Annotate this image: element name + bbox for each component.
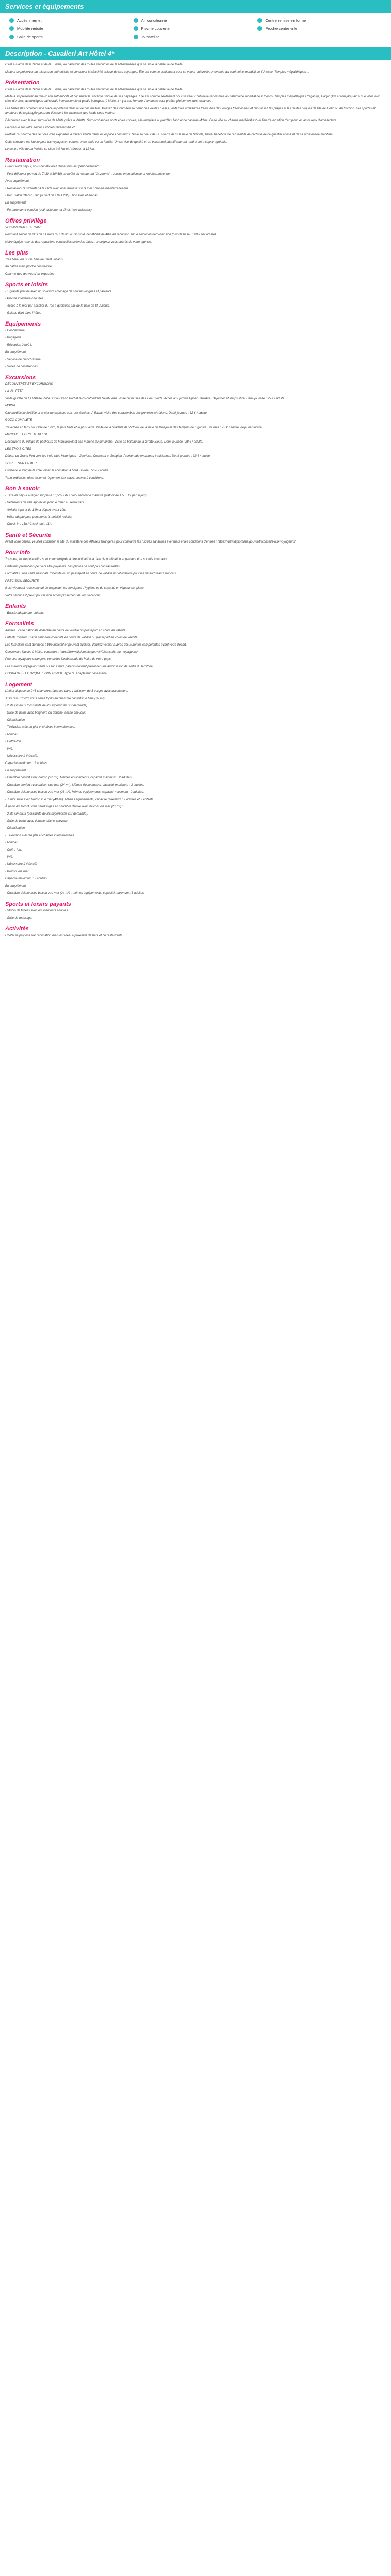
section-paragraph: Charme des œuvres d'art exposées [5, 273, 55, 276]
section-paragraph: - Salle de bains avec baignoire ou douche, sèche-cheveux. [5, 711, 87, 715]
section-paragraph: - 2 lits jumeaux (possibilité de lits superposés sur demande). [5, 704, 88, 707]
section-paragraph: En supplément : [5, 351, 28, 354]
amenity-label: Piscine couverte [141, 26, 170, 31]
section-paragraph: - Climatisation. [5, 827, 26, 830]
intro-paragraph: Malte a su préserver au mieux son authenticité et conserver la sincérité unique de ses paysages. Elle est comme seulement pour sa valeur culturelle renommée au patrimoine mondial de l'Unesco. Temples mégalithiques ... [5, 71, 309, 74]
description-header: Description - Cavalieri Art Hôtel 4* [0, 47, 391, 60]
section-paragraph: - Nécessaire à thé/café. [5, 755, 38, 758]
section-paragraph: Jusqu'au 31/3/23, vous serez logés en chambre confort vue baie (22 m²) : [5, 697, 106, 700]
section-paragraph: - Wifi. [5, 856, 13, 859]
section-paragraph: - Coffre-fort. [5, 740, 22, 743]
section-paragraph: Certaines prestations peuvent être payantes. Les photos ne sont pas contractuelles. [5, 565, 121, 568]
description-content [0, 60, 391, 951]
section-paragraph: Adultes : carte nationale d'identité en cours de validité ou passeport en cours de validité. [5, 629, 126, 632]
section-paragraph: Bienvenue sur votre séjour à l'hôtel Cavalieri Art 4* ! [5, 126, 77, 129]
section-title: Sports et loisirs payants [5, 901, 71, 907]
section-paragraph: GOZO COMPLETE [5, 419, 32, 422]
section-paragraph: Cette structure est idéale pour les voyages en couple, entre amis ou en famille. Un service de qualité et un personnel attentif sauront rendre votre séjour agréable. [5, 141, 227, 144]
section-paragraph: Les mineurs voyageant seuls ou sans leurs parents doivent présenter une autorisation de sortie du territoire. [5, 665, 154, 668]
section-paragraph: Il est vivement recommandé de respecter les consignes d'hygiène et de sécurité en vigueur sur place. [5, 587, 145, 590]
section-paragraph: - Formule demi-pension (petit-déjeuner et dîner, hors boissons). [5, 209, 93, 212]
section-title: Présentation [5, 80, 40, 86]
sections [5, 80, 386, 938]
section-paragraph: Pour les voyageurs étrangers, consultez l'ambassade de Malte de votre pays. [5, 658, 112, 661]
section-paragraph: En supplément : [5, 885, 28, 888]
section-paragraph: - Réception 24h/24. [5, 344, 32, 347]
section-paragraph: L'hôtel dispose de 246 chambres réparties dans 1 bâtiment de 8 étages avec ascenseurs. [5, 690, 128, 693]
section-paragraph: Découvrez avec le bleu turquoise de Malte grâce à Valette. Surplombant les ports et les criques, elle remplace aujourd'hui l'ancienne capitale Mdina. Cette ville au charme médiéval est un lieu d'exposition d'art pour les amoureux d'architecture. [5, 119, 337, 122]
section-paragraph: Notre équipe réserve des réductions ponctuelles selon les dates, renseignez-vous auprès de votre agence. [5, 241, 152, 244]
amenity-item [134, 17, 258, 23]
section-paragraph: - Bagagerie. [5, 336, 22, 340]
section-paragraph: LES TROIS CITÉS [5, 448, 31, 451]
section-paragraph: Au calme mais proche centre-ville [5, 265, 52, 268]
gym-icon [9, 35, 14, 39]
section-paragraph: LA VALETTE [5, 390, 24, 393]
amenity-item [257, 25, 382, 31]
section-paragraph: VOS AVANTAGES FRAM : [5, 226, 42, 229]
section-paragraph: - Salles de conférences. [5, 365, 39, 368]
section-paragraph: - Chambre deluxe avec balcon vue mer (26 m²). Mêmes équipements, capacité maximum : 2 adultes. [5, 791, 144, 794]
section-title: Pour info [5, 550, 30, 556]
section-paragraph: - Studio de fitness avec équipements adaptés. [5, 909, 69, 912]
amenity-label: Centre remise en forme [265, 18, 306, 23]
section-title: Les plus [5, 250, 28, 256]
section-paragraph: - Service de blanchisserie. [5, 358, 42, 361]
amenities-grid [0, 13, 391, 42]
section-paragraph: DÉCOUVERTE ET EXCURSIONS [5, 383, 53, 386]
amenity-item [9, 17, 134, 23]
section-paragraph: Traversée en ferry pour l'île de Gozo, la plus belle et la plus verte. Visite de la citadelle de Victoria, de la baie de Dwejra et des temples de Ggantija. Journée : 75 € / adulte, déjeuner inclus. [5, 426, 263, 429]
section-title: Equipements [5, 321, 41, 327]
section-paragraph: Les formalités sont données à titre indicatif et peuvent évoluer. Veuillez vérifier auprès des autorités compétentes avant votre départ. [5, 643, 187, 647]
section-paragraph: - Nécessaire à thé/café. [5, 863, 38, 866]
section-paragraph: Départ du Grand Port vers les trois cités historiques : Vittoriosa, Cospicua et Senglea. Promenade en bateau traditionnel. Demi-journée : 32 € / adulte. [5, 455, 211, 458]
section-paragraph: Capacité maximum : 2 adultes. [5, 762, 48, 765]
section-paragraph: - Chambre confort avec balcon (22 m²). Mêmes équipements, capacité maximum : 2 adultes. [5, 776, 133, 779]
section-paragraph: Formalités : une carte nationale d'identité ou un passeport en cours de validité est obligatoire pour les ressortissants français. [5, 572, 177, 575]
section-paragraph: - Minibar. [5, 841, 18, 844]
amenity-label: Tv satellite [141, 34, 160, 39]
section-paragraph: Visite guidée de La Valette, bâtie sur le Grand Port et la co-cathédrale Saint-Jean. Visite du musée des Beaux-Arts. Accès aux jardins Upper Barrakka. Déjeuner et temps libre. Demi-journée : 35 € / adulte. [5, 397, 285, 400]
pool-icon [134, 26, 138, 31]
section-paragraph: C'est au large de la Sicile et de la Tunisie, au carrefour des routes maritimes de la Méditerranée que se situe la petite île de Malte. [5, 88, 184, 91]
section-title: Restauration [5, 157, 40, 163]
section-paragraph: - Télévision à écran plat et chaînes internationales. [5, 834, 75, 837]
amenity-item [134, 33, 258, 40]
section-paragraph: Découverte du village de pêcheurs de Marsaxlokk et son marché du dimanche. Visite en bateau de la Grotte Bleue. Demi-journée : 28 € / adulte. [5, 440, 203, 444]
section-paragraph: - Vêtements de ville appréciés pour le dîner au restaurant. [5, 501, 85, 504]
section-paragraph: Profitez du charme des œuvres d'art exposées à travers l'hôtel dans les espaces communs. Situé au cœur de St Julian's dans la baie de Spinola, l'hôtel bénéficie de l'ensemble de l'activité de ce quartier animé et de sa promenade maritime. [5, 133, 334, 137]
section-paragraph: Votre séjour est prévu pour le bon accomplissement de vos vacances. [5, 594, 102, 597]
amenity-label: Air conditionné [141, 18, 167, 23]
section-paragraph: - Taxe de séjour à régler sur place : 0,50 EUR / nuit / personne majeure (plafonnée à 5 EUR par séjour). [5, 494, 148, 497]
section-paragraph: En supplément : [5, 769, 28, 772]
intro-paragraph: C'est au large de la Sicile et de la Tunisie, au carrefour des routes maritimes de la Méditerranée que se situe la petite île de Malte. [5, 63, 184, 66]
amenity-item [257, 17, 382, 23]
section-paragraph: PRÉCISION SÉCURITÉ [5, 580, 39, 583]
section-paragraph: Le centre-ville de La Valette se situe à 9 km et l'aéroport à 12 km. [5, 148, 95, 151]
section-paragraph: - Check-in : 13h / Check-out : 11h. [5, 523, 52, 526]
section-paragraph: Concernant l'accès à Malte, consultez : https://www.diplomatie.gouv.fr/fr/conseils-aux-voyageurs/ [5, 651, 138, 654]
section-paragraph: - Accès à la mer par escalier du roc à quelques pas de la baie de St Julian's. [5, 304, 110, 308]
section-paragraph: - Hôtel adapté pour personnes à mobilité réduite. [5, 516, 73, 519]
section-paragraph: Cité médiévale fortifiée et ancienne capitale, aux rues étroites. À Rabat, visite des catacombes des premiers chrétiens. Demi-journée : 32 € / adulte. [5, 412, 208, 415]
section-title: Santé et Sécurité [5, 532, 52, 538]
section-paragraph: Durant votre séjour, vous bénéficierez d'une formule "petit-déjeuner" : [5, 165, 101, 168]
section-paragraph: - 2 lits jumeaux (possibilité de lits superposés sur demande). [5, 812, 88, 816]
section-paragraph: - Bar : salon "Bacco Bar" (ouvert de 11h à 23h) : boissons et en-cas. [5, 194, 99, 197]
section-paragraph: - Minibar. [5, 733, 18, 736]
section-paragraph: - Balcon vue mer. [5, 870, 29, 873]
section-paragraph: Pour tout séjour de plus de 14 nuits du 1/11/23 au 31/3/24, bénéficiez de 40% de réduction sur le séjour en demi-pension (prix de base : 120 € par adulte). [5, 233, 217, 236]
wheelchair-icon [9, 26, 14, 31]
section-paragraph: Très belle vue sur la baie de Saint Julian's [5, 258, 63, 261]
section-paragraph: MDINA [5, 404, 15, 408]
section-title: Formalités [5, 621, 34, 627]
amenity-label: Proche centre ville [265, 26, 298, 31]
section-paragraph: Capacité maximum : 2 adultes. [5, 877, 48, 880]
tv-icon [134, 35, 138, 39]
city-icon [257, 26, 262, 31]
section-paragraph: - Coffre-fort. [5, 849, 22, 852]
section-title: Excursions [5, 375, 36, 381]
section-paragraph: SOIRÉE SUR LA MER [5, 462, 37, 465]
amenity-label: Mobilité réduite [17, 26, 43, 31]
section-paragraph: - Piscine intérieure chauffée. [5, 297, 45, 300]
section-paragraph: MARCHE ET GROTTE BLEUE [5, 433, 48, 436]
section-paragraph: Avec supplément : [5, 180, 31, 183]
section-paragraph: - Galerie d'art dans l'hôtel. [5, 312, 41, 315]
section-paragraph: - Chambre confort avec balcon vue mer (24 m²). Mêmes équipements, capacité maximum : 3 adultes. [5, 784, 144, 787]
section-title: Sports et loisirs [5, 282, 48, 288]
section-paragraph: Enfants mineurs : carte nationale d'identité en cours de validité ou passeport en cours de validité. [5, 636, 138, 639]
amenity-item [134, 25, 258, 31]
section-paragraph: Tarifs indicatifs, réservation et règlement sur place, soumis à conditions. [5, 477, 104, 480]
section-paragraph: Les belles îles occupent une place importante dans la vie des maltais. Passez des journées au cœur des vieilles ruelles, visitez les ambiances tranquilles des villages traditionnels et choisissez les plages et les petites criques de l'île de Gozo ou de Comino. Les sportifs et amateurs de la plongée pourront découvrir les richesses des fonds sous-marins. [5, 107, 376, 115]
section-paragraph: Croisière le long de la côte, dîner et animation à bord. Soirée : 55 € / adulte. [5, 469, 109, 472]
dumbbell-icon [257, 18, 262, 23]
section-paragraph: Tous les prix de cette offre sont communiqués à titre indicatif à la date de publication et peuvent être soumis à variation. [5, 558, 169, 561]
section-paragraph: COURANT ÉLECTRIQUE : 230V et 50Hz. Type G. Adaptateur nécessaire. [5, 672, 108, 675]
section-paragraph: - Restaurant "Orizzonte" à la carte avec une terrasse sur la mer : cuisine méditerranéenne. [5, 187, 130, 190]
section-title: Activités [5, 926, 29, 932]
section-paragraph: - Petit-déjeuner (ouvert de 7h30 à 10h30) au buffet du restaurant "Orizzonte" : cuisine internationale et méditerranéenne. [5, 173, 171, 176]
section-paragraph: - Climatisation. [5, 719, 26, 722]
section-paragraph: - Salle de bains avec douche, sèche-cheveux. [5, 820, 69, 823]
section-paragraph: - Salle de massage. [5, 917, 33, 920]
wifi-icon [9, 18, 14, 23]
section-paragraph: - 1 grande piscine avec un solarium aménagé de chaises longues et parasols. [5, 290, 112, 293]
section-paragraph: L'hôtel se propose par l'animation mais est idéal à proximité de bars et de restaurants. [5, 934, 123, 937]
section-paragraph: - Arrivée à partir de 14h et départ avant 10h. [5, 509, 66, 512]
section-paragraph: - Junior suite avec balcon vue mer (48 m²). Mêmes équipements, capacité maximum : 2 adultes et 2 enfants. [5, 798, 154, 801]
section-title: Bon à savoir [5, 486, 40, 492]
section-paragraph: - Chambre deluxe avec balcon vue mer (24 m²) : mêmes équipements, capacité maximum : 3 adultes. [5, 892, 145, 895]
section-title: Enfants [5, 603, 26, 609]
section-paragraph: - Wifi. [5, 748, 13, 751]
amenity-item [9, 25, 134, 31]
section-paragraph: En supplément : [5, 201, 28, 205]
section-paragraph: À partir du 1/4/23, vous serez logés en chambre deluxe avec balcon vue mer (22 m²) : [5, 805, 123, 808]
section-paragraph: - Télévision à écran plat et chaînes internationales. [5, 726, 75, 729]
snowflake-icon [134, 18, 138, 23]
section-paragraph: Malte a su préserver au mieux son authenticité et conserver la sincérité unique de ses paysages. Elle est comme seulement pour sa valeur culturelle renommée au patrimoine mondial de l'Unesco. Temples mégalithiques (Ggantija, Hagar Qim et Mnajdra) ainsi que villes aux sites d'ordres, authentiques cathédrale internationale et palais baroques. à Malte, il n'y a pas l'ombre d'un doute pour profiter pleinement des vacances ! [5, 95, 380, 103]
section-title: Logement [5, 682, 32, 688]
section-paragraph: - Bassin adapté aux enfants. [5, 612, 45, 615]
amenity-label: Salle de sports [17, 34, 43, 39]
section-title: Offres privilège [5, 218, 47, 224]
section-paragraph: - Conciergerie. [5, 329, 26, 332]
services-header: Services et équipements [0, 0, 391, 13]
section-paragraph: Avant votre départ, veuillez consulter le site du ministère des Affaires étrangères pour connaître les risques sanitaires éventuels et les conditions d'entrée : https://www.diplomatie.gouv.fr/fr/conseils-aux-voyageurs/ [5, 540, 296, 544]
amenity-label: Accès internet [17, 18, 42, 23]
amenity-item [9, 33, 134, 40]
